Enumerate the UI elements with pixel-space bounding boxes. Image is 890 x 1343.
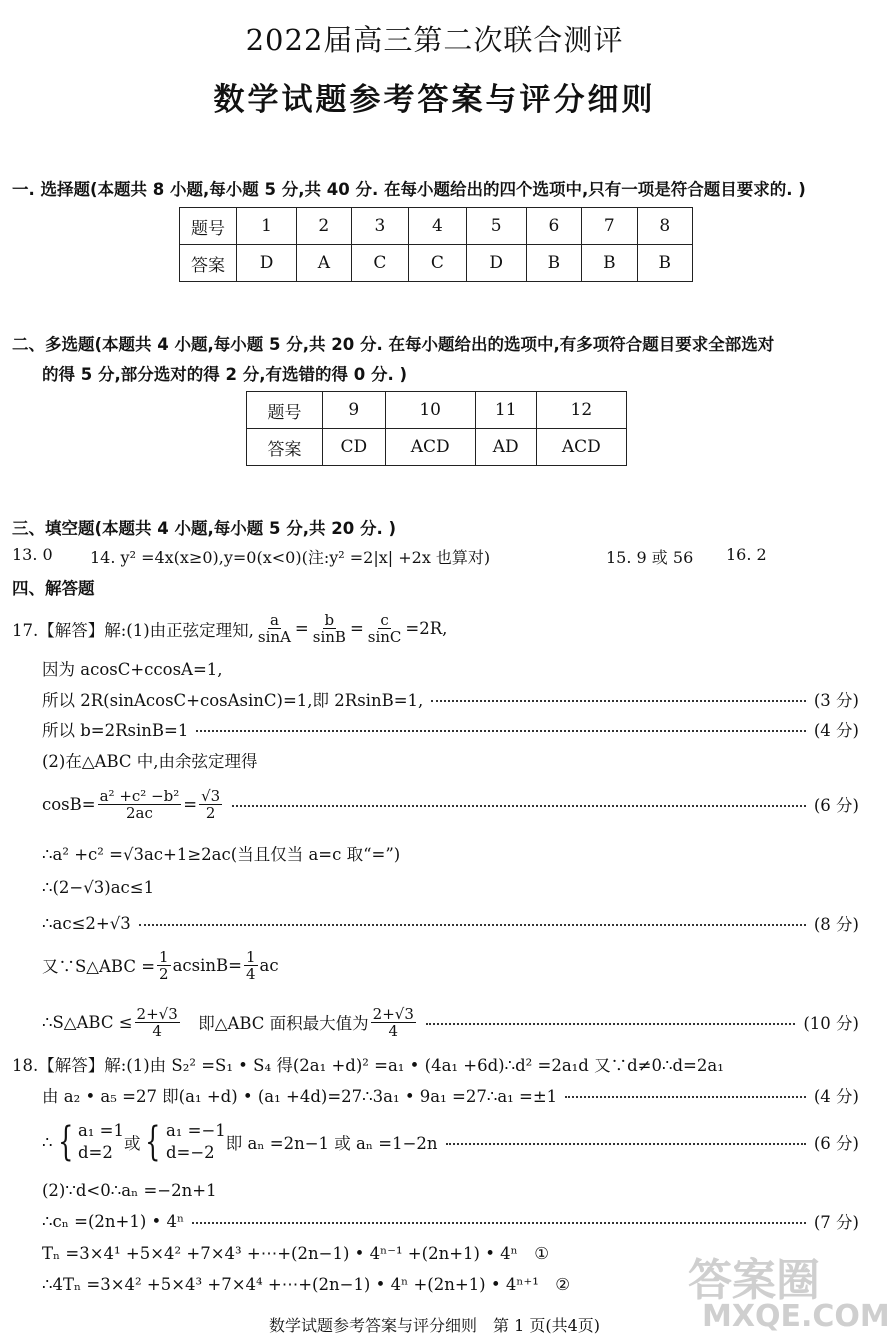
answer-cell: C <box>409 245 467 282</box>
numerator: √3 <box>201 786 221 805</box>
question-number: 7 <box>582 208 637 245</box>
fraction <box>371 1006 416 1039</box>
q17-line8 <box>42 872 859 902</box>
question-number: 1 <box>237 208 297 245</box>
answer-14: 14. y² =4x(x≥0),y=0(x<0)(注:y² =2|x| +2x 也算对) <box>90 548 491 567</box>
dot-leader <box>192 1222 806 1224</box>
numerator: 2+√3 <box>372 1004 414 1023</box>
left-brace: { <box>57 1119 73 1165</box>
answer-cell: C <box>351 245 409 282</box>
q17-line7 <box>42 838 859 868</box>
equation-row: d=2 <box>77 1143 113 1162</box>
denominator: 4 <box>388 1021 399 1040</box>
denominator: sinC <box>367 628 402 646</box>
question-number: 4 <box>409 208 467 245</box>
q18-line6 <box>42 1237 859 1267</box>
denominator: 2 <box>159 964 169 983</box>
dot-leader <box>446 1143 806 1145</box>
denominator: 4 <box>246 964 256 983</box>
dot-leader <box>139 924 806 926</box>
solution-text: 又∵S△ABC = <box>42 957 156 976</box>
q17-line1 <box>12 612 447 645</box>
denominator: 4 <box>152 1021 162 1040</box>
numerator: 1 <box>246 947 256 966</box>
solution-text: 即 aₙ =2n−1 或 aₙ =1−2n <box>225 1134 438 1153</box>
answer-cell: D <box>237 245 297 282</box>
question-number: 9 <box>323 392 386 429</box>
q17-line3 <box>42 684 859 714</box>
dot-leader <box>232 805 806 807</box>
question-number: 6 <box>526 208 581 245</box>
solution-text: 所以 b=2RsinB=1 <box>42 721 189 740</box>
system-of-equations <box>140 1120 225 1164</box>
q17-line10 <box>42 945 859 985</box>
page-footer: 数学试题参考答案与评分细则 第 1 页(共4页) <box>268 1316 601 1335</box>
score-label: (4 分) <box>813 721 859 740</box>
denominator: 2ac <box>125 803 153 822</box>
solution-text: acsinB= <box>172 955 242 975</box>
q17-intro: 17.【解答】解:(1)由正弦定理知, <box>12 620 254 640</box>
watermark-url: MXQE.COM <box>702 1299 890 1334</box>
numerator: 2+√3 <box>136 1004 178 1023</box>
system-of-equations <box>53 1120 124 1164</box>
dot-leader <box>431 700 806 702</box>
solution-text: ∴ <box>42 1132 53 1152</box>
answer-cell: B <box>637 245 692 282</box>
numerator: a <box>269 611 279 629</box>
q18-line3 <box>42 1118 859 1166</box>
denominator: sinA <box>257 628 291 646</box>
document-title: 数学试题参考答案与评分细则 <box>213 82 656 118</box>
answer-13: 13. 0 <box>12 545 53 564</box>
table-row <box>247 429 627 466</box>
equals: = <box>183 794 198 814</box>
equation-row: a₁ =−1 <box>165 1121 226 1140</box>
solution-text: 所以 2R(sinAcosC+cosAsinC)=1,即 2RsinB=1, <box>42 691 424 710</box>
q17-line6 <box>42 784 859 824</box>
q18-line7 <box>42 1268 859 1298</box>
answer-16: 16. 2 <box>726 545 767 564</box>
section4-heading: 四、解答题 <box>12 579 95 598</box>
solution-text: ∴ac≤2+√3 <box>42 913 131 933</box>
solution-text: ∴cₙ =(2n+1) • 4ⁿ <box>42 1211 185 1231</box>
equation-row: d=−2 <box>165 1143 215 1162</box>
answer-15: 15. 9 或 56 <box>606 548 694 567</box>
q17-line1-end: =2R, <box>405 619 448 638</box>
solution-text: cosB= <box>42 794 96 814</box>
score-label: (6 分) <box>813 1134 859 1153</box>
fraction <box>366 612 404 645</box>
row-label: 题号 <box>247 392 323 429</box>
numerator: b <box>324 611 335 629</box>
fraction <box>311 612 348 645</box>
equals: = <box>349 619 364 638</box>
answer-cell: A <box>297 245 352 282</box>
solution-text: 或 <box>123 1134 141 1153</box>
section2-heading-line2: 的得 5 分,部分选对的得 2 分,有选错的得 0 分. ) <box>42 365 407 384</box>
solution-text: 由 a₂ • a₅ =27 即(a₁ +d) • (a₁ +4d)=27∴3a₁ • 9a₁ =27∴a₁ =±1 <box>42 1087 558 1106</box>
score-label: (10 分) <box>803 1014 859 1033</box>
table-row <box>180 208 693 245</box>
score-label: (8 分) <box>813 915 859 934</box>
left-brace: { <box>145 1119 161 1165</box>
q17-line4 <box>42 714 859 744</box>
q18-line1: 18.【解答】解:(1)由 S₂² =S₁ • S₄ 得(2a₁ +d)² =a₁ • (4a₁ +6d)∴d² =2a₁d 又∵d≠0∴d=2a₁ <box>12 1056 724 1075</box>
solution-text: 因为 acosC+ccosA=1, <box>42 660 223 679</box>
score-label: (7 分) <box>813 1213 859 1232</box>
q18-line4 <box>42 1175 859 1205</box>
exam-title: 2022届高三第二次联合测评 <box>245 23 624 57</box>
fraction <box>244 949 258 982</box>
dot-leader <box>565 1096 806 1098</box>
answer-cell: ACD <box>536 429 626 466</box>
dot-leader <box>426 1023 795 1025</box>
question-number: 12 <box>536 392 626 429</box>
table-row <box>247 392 627 429</box>
q18-line2 <box>42 1080 859 1110</box>
fraction <box>157 949 171 982</box>
table-row <box>180 245 693 282</box>
row-label: 答案 <box>247 429 323 466</box>
section2-answer-table <box>246 391 627 466</box>
section3-heading: 三、填空题(本题共 4 小题,每小题 5 分,共 20 分. ) <box>12 519 397 538</box>
fraction <box>199 788 222 821</box>
denominator: 2 <box>205 803 216 822</box>
solution-text: ∴(2−√3)ac≤1 <box>42 877 155 897</box>
row-label: 答案 <box>180 245 237 282</box>
solution-text: (2)∵d<0∴aₙ =−2n+1 <box>42 1180 217 1200</box>
numerator: c <box>380 611 389 629</box>
section2-heading-line1: 二、多选题(本题共 4 小题,每小题 5 分,共 20 分. 在每小题给出的选项中,有多项符合题目要求全部选对 <box>12 335 775 354</box>
question-number: 5 <box>466 208 526 245</box>
fraction <box>256 612 293 645</box>
question-number: 2 <box>297 208 352 245</box>
answer-cell: D <box>466 245 526 282</box>
numerator: a² +c² −b² <box>99 786 180 805</box>
solution-text: 即△ABC 面积最大值为 <box>181 1014 369 1033</box>
section1-answer-table <box>179 207 693 282</box>
answer-cell: CD <box>323 429 386 466</box>
q18-line5 <box>42 1206 859 1236</box>
score-label: (4 分) <box>813 1087 859 1106</box>
q17-line11 <box>42 1002 859 1042</box>
score-label: (3 分) <box>813 691 859 710</box>
q17-line5 <box>42 745 859 775</box>
row-label: 题号 <box>180 208 237 245</box>
question-number: 11 <box>475 392 536 429</box>
solution-text: ac <box>259 955 279 975</box>
dot-leader <box>196 730 806 732</box>
q17-line2 <box>42 653 859 683</box>
fraction <box>98 788 182 821</box>
equation-row: a₁ =1 <box>77 1121 124 1140</box>
solution-text: ∴a² +c² =√3ac+1≥2ac(当且仅当 a=c 取“=”) <box>42 845 401 864</box>
answer-cell: B <box>526 245 581 282</box>
answer-cell: ACD <box>385 429 475 466</box>
score-label: (6 分) <box>813 796 859 815</box>
solution-text: ∴4Tₙ =3×4² +5×4³ +7×4⁴ +⋯+(2n−1) • 4ⁿ +(2n+1) • 4ⁿ⁺¹ ② <box>42 1275 571 1294</box>
solution-text: (2)在△ABC 中,由余弦定理得 <box>42 752 258 771</box>
solution-text: ∴S△ABC ≤ <box>42 1012 133 1032</box>
watermark-text: 答案圈 <box>688 1255 820 1306</box>
equals: = <box>294 619 309 638</box>
fraction <box>135 1006 180 1039</box>
section1-heading: 一. 选择题(本题共 8 小题,每小题 5 分,共 40 分. 在每小题给出的四个选项中,只有一项是符合题目要求的. ) <box>12 180 806 199</box>
q17-line9 <box>42 908 859 938</box>
answer-cell: B <box>582 245 637 282</box>
denominator: sinB <box>312 628 346 646</box>
question-number: 8 <box>637 208 692 245</box>
question-number: 10 <box>385 392 475 429</box>
question-number: 3 <box>351 208 409 245</box>
answer-cell: AD <box>475 429 536 466</box>
solution-text: Tₙ =3×4¹ +5×4² +7×4³ +⋯+(2n−1) • 4ⁿ⁻¹ +(2n+1) • 4ⁿ ① <box>42 1244 550 1263</box>
numerator: 1 <box>159 947 169 966</box>
